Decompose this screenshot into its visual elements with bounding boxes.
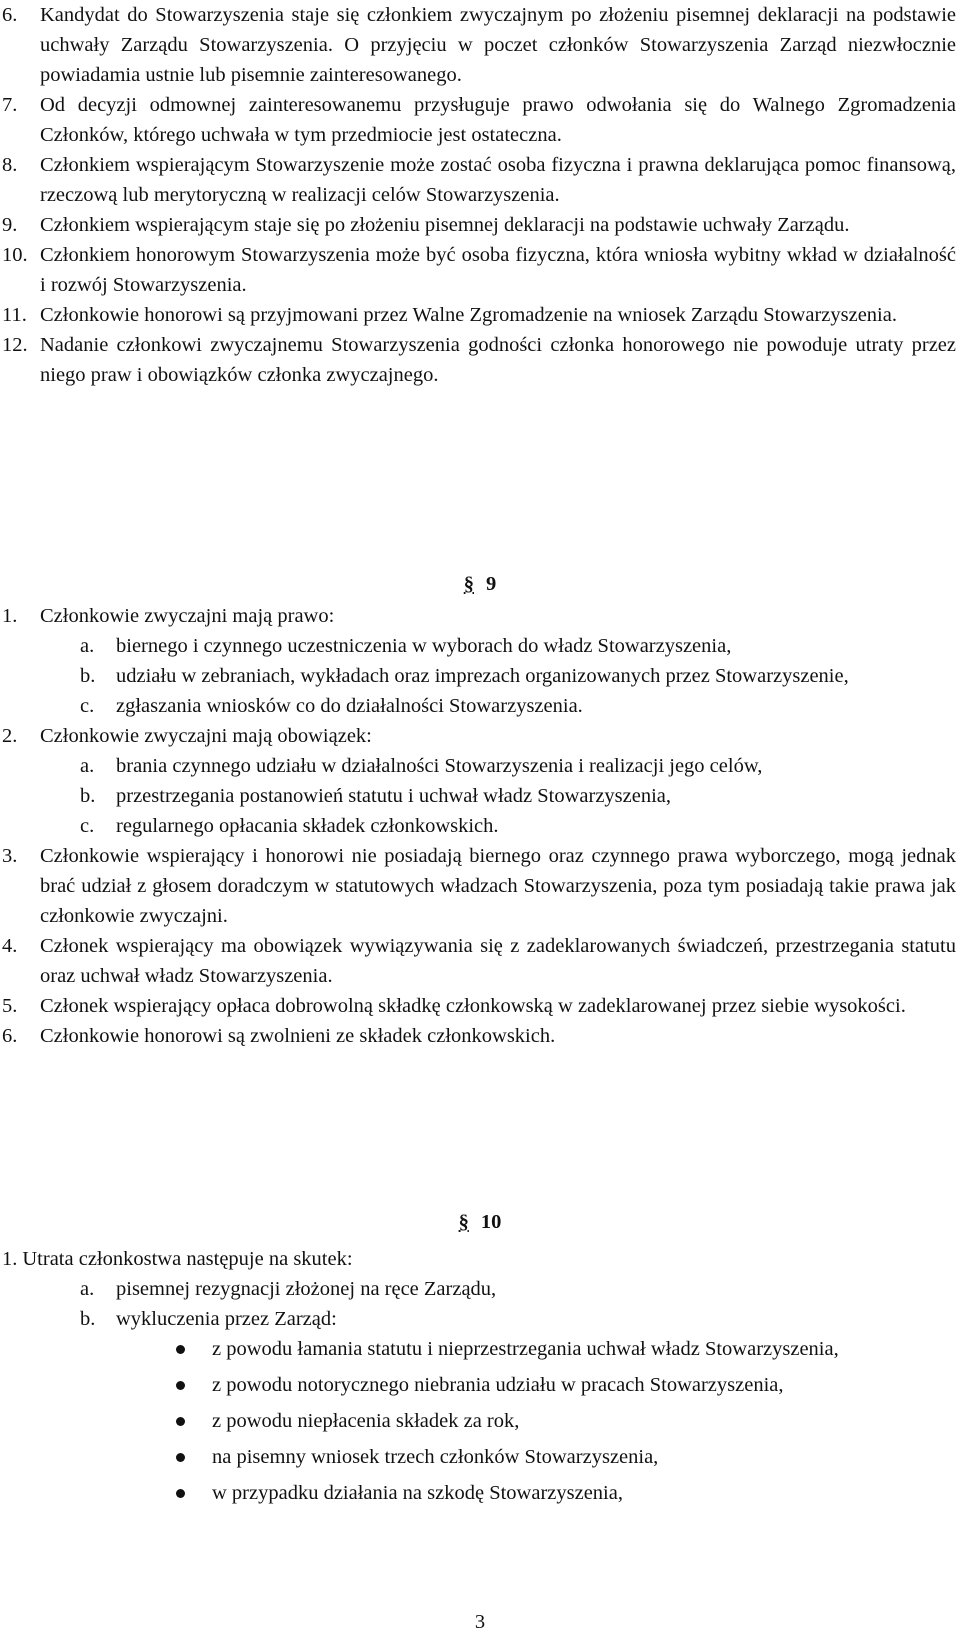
item-text: Członek wspierający opłaca dobrowolną składkę członkowską w zadeklarowanej przez siebie wysokości. (40, 995, 906, 1017)
sub-item-text: regularnego opłacania składek członkowskich. (116, 815, 499, 837)
item-number: 1. (2, 605, 18, 627)
item-number: 7. (2, 94, 18, 116)
member-rights-duties-list (0, 601, 960, 1051)
item-number: 5. (2, 995, 18, 1017)
sub-item-letter: a. (80, 1278, 95, 1300)
item-text: Członkowie honorowi są zwolnieni ze składek członkowskich. (40, 1025, 556, 1047)
item-number: 2. (2, 725, 18, 747)
bullet-item (170, 1370, 956, 1400)
sub-item-letter: c. (80, 815, 95, 837)
item-text: Członkowie zwyczajni mają obowiązek: (40, 725, 372, 747)
item-text: Od decyzji odmownej zainteresowanemu przysługuje prawo odwołania się do Walnego Zgromadzenia Członków, którego uchwała w tym przedmiocie jest ostateczna. (40, 94, 956, 146)
item-number: 10. (2, 244, 28, 266)
exclusion-reasons-list (0, 1334, 956, 1508)
item-number: 9. (2, 214, 18, 236)
item-text: Członkiem wspierającym Stowarzyszenie może zostać osoba fizyczna i prawna deklarująca pomoc finansową, rzeczową lub merytoryczną w realizacji celów Stowarzyszenia. (40, 154, 956, 206)
membership-admission-list (0, 0, 960, 390)
item-number: 1. (2, 1248, 18, 1270)
item-number: 6. (2, 4, 18, 26)
bullet-icon (170, 1370, 212, 1400)
sub-item-text: pisemnej rezygnacji złożonej na ręce Zarządu, (116, 1278, 497, 1300)
list-item (0, 330, 956, 390)
sub-item-text: wykluczenia przez Zarząd: (116, 1308, 337, 1330)
sub-item-text: udziału w zebraniach, wykładach oraz imprezach organizowanych przez Stowarzyszenie, (116, 665, 849, 687)
item-text: Członek wspierający ma obowiązek wywiązywania się z zadeklarowanych świadczeń, przestrzegania statutu oraz uchwał władz Stowarzyszenia. (40, 935, 956, 987)
sub-item-text: przestrzegania postanowień statutu i uchwał władz Stowarzyszenia, (116, 785, 672, 807)
list-item (0, 721, 956, 751)
sub-item-text: brania czynnego udziału w działalności Stowarzyszenia i realizacji jego celów, (116, 755, 763, 777)
sub-item (0, 1304, 956, 1334)
membership-loss-list (0, 1244, 960, 1514)
sub-item-letter: b. (80, 1308, 96, 1330)
bullet-text: w przypadku działania na szkodę Stowarzyszenia, (212, 1482, 623, 1504)
item-number: 6. (2, 1025, 18, 1047)
sub-item (0, 751, 956, 781)
bullet-text: z powodu notorycznego niebrania udziału w pracach Stowarzyszenia, (212, 1374, 784, 1396)
item-number: 8. (2, 154, 18, 176)
item-number: 11. (2, 304, 27, 326)
bullet-item (170, 1442, 956, 1472)
sub-item (0, 631, 956, 661)
list-item (0, 1244, 960, 1274)
sub-item-letter: b. (80, 785, 96, 807)
list-item (0, 240, 956, 300)
list-item (0, 931, 956, 991)
item-text: Członkowie wspierający i honorowi nie posiadają biernego oraz czynnego prawa wyborczego, mogą jednak brać udział z głosem doradczym w statutowych władzach Stowarzyszenia, poza tym posiadają takie prawa jak członkowie zwyczajni. (40, 845, 956, 927)
bullet-icon (170, 1442, 212, 1472)
section-number: 10 (480, 1211, 502, 1233)
sub-item-text: biernego i czynnego uczestniczenia w wyborach do władz Stowarzyszenia, (116, 635, 732, 657)
bullet-item (170, 1478, 956, 1508)
item-text: Kandydat do Stowarzyszenia staje się członkiem zwyczajnym po złożeniu pisemnej deklaracji na podstawie uchwały Zarządu Stowarzyszenia. O przyjęciu w poczet członków Stowarzyszenia Zarząd niezwłocznie powiadamia ustnie lub pisemnie zainteresowanego. (40, 4, 956, 86)
section-heading-10 (0, 1207, 960, 1237)
item-number: 12. (2, 334, 28, 356)
sub-item (0, 691, 956, 721)
item-text: Członkowie zwyczajni mają prawo: (40, 605, 335, 627)
section-heading-9 (0, 569, 960, 599)
item-number: 3. (2, 845, 18, 867)
bullet-icon (170, 1334, 212, 1364)
item-text: Utrata członkostwa następuje na skutek: (22, 1248, 353, 1270)
list-item (0, 1021, 956, 1051)
sub-item-letter: a. (80, 755, 95, 777)
sub-item (0, 1274, 956, 1304)
list-item (0, 150, 956, 210)
list-item (0, 0, 956, 90)
bullet-text: z powodu łamania statutu i nieprzestrzegania uchwał władz Stowarzyszenia, (212, 1338, 839, 1360)
bullet-icon (170, 1406, 212, 1436)
item-number: 4. (2, 935, 18, 957)
section-sign: § (463, 573, 474, 595)
list-item (0, 841, 956, 931)
item-text: Członkowie honorowi są przyjmowani przez Walne Zgromadzenie na wniosek Zarządu Stowarzyszenia. (40, 304, 897, 326)
sub-item-letter: b. (80, 665, 96, 687)
page-number: 3 (474, 1611, 486, 1633)
list-item (0, 90, 956, 150)
item-text: Członkiem wspierającym staje się po złożeniu pisemnej deklaracji na podstawie uchwały Zarządu. (40, 214, 850, 236)
sub-item (0, 811, 956, 841)
sub-item (0, 661, 956, 691)
list-item (0, 991, 956, 1021)
list-item (0, 601, 956, 631)
item-text: Członkiem honorowym Stowarzyszenia może być osoba fizyczna, która wniosła wybitny wkład w działalność i rozwój Stowarzyszenia. (40, 244, 956, 296)
sub-item-letter: a. (80, 635, 95, 657)
list-item (0, 300, 956, 330)
sub-item (0, 781, 956, 811)
item-text: Nadanie członkowi zwyczajnemu Stowarzyszenia godności członka honorowego nie powoduje utraty przez niego praw i obowiązków członka zwyczajnego. (40, 334, 956, 386)
bullet-text: na pisemny wniosek trzech członków Stowarzyszenia, (212, 1446, 659, 1468)
section-number: 9 (486, 573, 497, 595)
sub-item-letter: c. (80, 695, 95, 717)
sub-item-text: zgłaszania wniosków co do działalności Stowarzyszenia. (116, 695, 583, 717)
bullet-text: z powodu niepłacenia składek za rok, (212, 1410, 520, 1432)
bullet-icon (170, 1478, 212, 1508)
bullet-item (170, 1406, 956, 1436)
list-item (0, 210, 956, 240)
section-sign: § (458, 1211, 469, 1233)
bullet-item (170, 1334, 956, 1364)
